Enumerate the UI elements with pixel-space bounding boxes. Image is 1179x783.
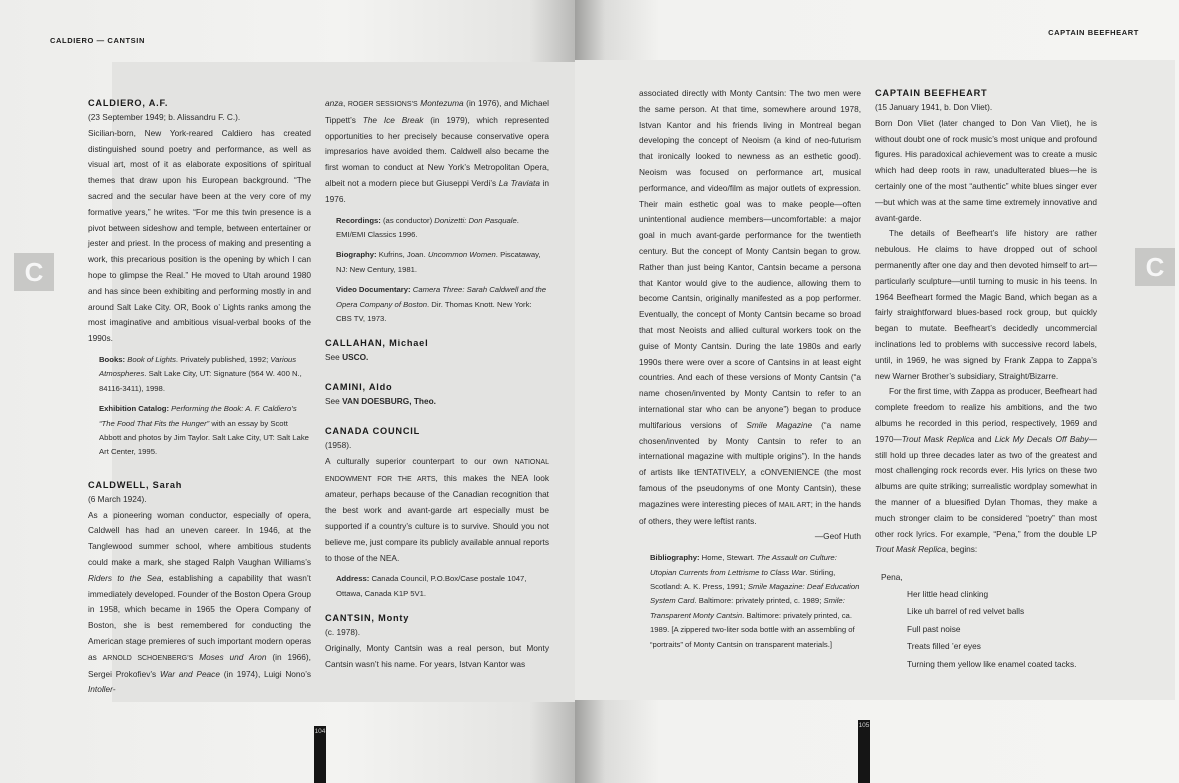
- books-reference: [99, 353, 311, 396]
- ref-text: . Privately published, 1992;: [175, 354, 271, 364]
- body-title: Lick My Decals Off Baby: [994, 433, 1089, 444]
- entry-heading: CAPTAIN BEEFHEART: [875, 88, 988, 98]
- page-number-right: 105: [858, 720, 870, 783]
- entry-body: [325, 454, 549, 567]
- ref-text: . Salt Lake City, UT: Signature (564 W. 400 N., 84116-3411), 1998.: [99, 369, 302, 393]
- see-label: See: [325, 396, 343, 407]
- ref-title: Camera Three: Sarah Caldwell and the Opera Company of Boston: [336, 285, 547, 309]
- body-smallcaps: ROGER SESSIONS’S: [347, 101, 418, 108]
- catalog-reference: [99, 402, 311, 460]
- poem-line: Her little head clinking: [907, 588, 989, 599]
- cross-reference: USCO.: [342, 352, 369, 363]
- body-text: and: [974, 433, 995, 444]
- right-column-1: [639, 86, 861, 662]
- body-text: —still hold up three decades later as two of the greatest and most challenging rock records ever. His lyrics on these two albums are quite striking; surrealistic wordplay somewhat in the manner of a bluesified Dylan Thomas, they make a much stronger claim to be considered “poetry” than most other rock lyrics. For example, “Pena,” from the double LP: [875, 433, 1097, 539]
- ref-label: Biography:: [336, 250, 377, 260]
- poem-line: Full past noise: [907, 623, 961, 634]
- body-smallcaps: ARNOLD SCHOENBERG’S: [102, 654, 194, 662]
- ref-title: Book of Lights: [125, 354, 176, 364]
- entry-heading: CALDIERO, A.F.: [88, 98, 169, 108]
- entry-heading: CANADA COUNCIL: [325, 426, 421, 437]
- see-reference: [325, 394, 549, 410]
- entry-heading: CALLAHAN, Michael: [325, 338, 429, 349]
- entry-body: [875, 384, 1097, 558]
- poem-lines: [875, 586, 1097, 674]
- entry-heading: CANTSIN, Monty: [325, 613, 410, 624]
- body-title: Intoller-: [88, 684, 116, 695]
- entry-body: Born Don Vliet (later changed to Don Van Vliet), he is without doubt one of rock music’s most unique and profound figures. His paradoxical achievement was to create a music which had deep roots in raw, unadulterated blues—he is certainly one of the most “authentic” white blues singer ever—but which was at the same time extremely innovative and avant-garde.: [875, 117, 1097, 223]
- entry-date: (c. 1978).: [325, 627, 361, 638]
- ref-text: . Baltimore: privately printed, c. 1989;: [694, 596, 824, 606]
- ref-text: with an essay by Scott Abbott and photos by Jim Taylor. Salt Lake City, UT: Salt Lake Art Center, 1995.: [99, 418, 309, 457]
- body-title: anza: [325, 98, 343, 108]
- ref-title: Performing the Book: A. F. Caldiero’s “The Food That Fits the Hunger”: [99, 404, 297, 428]
- entry-date: (1958).: [325, 440, 352, 451]
- running-head-right: CAPTAIN BEEFHEART: [1048, 28, 1139, 37]
- entry-references: [639, 551, 861, 652]
- ref-title: Smile Magazine: Deaf Education System Card: [650, 581, 860, 606]
- ref-title: Donizetti: Don Pasquale: [434, 215, 517, 225]
- entry-date: (15 January 1941, b. Don Vliet).: [875, 102, 993, 112]
- ref-label: Video Documentary:: [336, 285, 411, 295]
- body-text: in 1976.: [325, 177, 549, 204]
- entry-body: Originally, Monty Cantsin was a real person, but Monty Cantsin wasn’t his name. For years, Istvan Kantor was: [325, 643, 549, 669]
- entry-date: (6 March 1924).: [88, 493, 147, 504]
- body-title: Riders to the Sea: [88, 572, 162, 583]
- section-tab-right: C: [1135, 248, 1175, 286]
- entry-body: The details of Beefheart’s life history are rather nebulous. He claims to have dropped out of school permanently after one day and then devoted himself to art—particularly sculpture—until turning to music in his teens. In 1964 Beefheart formed the Magic Band, which began as a fairly straightforward blues-based rock group, but quickly began to mutate. Beefheart’s decidedly uncommercial inclinations led to problems with successive record labels, until, in 1969, he was signed by Frank Zappa to Zappa’s new Warner Brother’s subsidiary, Straight/Bizarre.: [875, 228, 1097, 381]
- ref-label: Recordings:: [336, 215, 381, 225]
- video-reference: [336, 283, 549, 326]
- ref-text: . Stirling, Scotland: A. K. Press, 1991;: [650, 567, 836, 591]
- body-text: ; in the hands of others, they were leftist rants.: [639, 498, 861, 526]
- right-page: [575, 0, 1179, 783]
- recordings-reference: [336, 214, 549, 243]
- running-head-left: CALDIERO — CANTSIN: [50, 36, 145, 45]
- left-page: [0, 0, 575, 783]
- ref-label: Exhibition Catalog:: [99, 404, 170, 414]
- ref-text: . Baltimore: privately printed, ca. 1989. [A zippered two-liter soda bottle with an assembling of “portraits” of Monty Cantsin on transparent materials.]: [650, 610, 855, 649]
- entry-body: Sicilian-born, New York-reared Caldiero has created distinguished sound poetry and performance, as well as visual art, most of it as elaborate expositions of spiritual themes that draw upon his European background. “The sacred and the secular have been at the very core of my formative years,” he writes. “For me this twin presence is a pivot between sideshow and temple, between entertainer or jester and priest. In the process of making and presenting a work, this precarious position is the opening by which I can hope to glimpse the Real.” He moved to Utah around 1980 and has since been exhibiting and performing mostly in and around Salt Lake City. OR, Book o’ Lights ranks among the most imaginative and ambitious visual-verbal books of the 1990s.: [88, 127, 311, 344]
- body-title: The Ice Break: [362, 114, 424, 125]
- body-title: Smile Magazine: [746, 419, 813, 430]
- body-title: Montezuma: [417, 98, 464, 108]
- cross-reference: VAN DOESBURG, Theo.: [342, 396, 436, 407]
- body-title: War and Peace: [159, 668, 220, 679]
- body-title: Moses und Aron: [193, 651, 267, 662]
- ref-text: Canada Council, P.O.Box/Case postale 1047, Ottawa, Canada K1P 5V1.: [336, 574, 527, 598]
- body-text: (in 1979), which represented opportunities to her precisely because conservative opera impresarios have avoided them. Caldwell also became the first woman to conduct at New York’s Metropolitan Opera, albeit not a modern piece but Giuseppi Verdi’s: [325, 114, 549, 188]
- biography-reference: [336, 248, 549, 277]
- body-text: (in 1974), Luigi Nono’s: [219, 668, 311, 679]
- section-tab-left: C: [14, 253, 54, 291]
- body-text: , this makes the NEA look amateur, perhaps because of the Canadian recognition that the best work and avant-garde art especially must be supported if a country’s culture is to survive. Should you not believe me, just compare its publicly available annual reports to those of the NEA.: [325, 472, 549, 563]
- entry-body: [639, 86, 861, 529]
- ref-title: The Assault on Culture: Utopian Currents from Lettrisme to Class War: [650, 553, 837, 577]
- entry-references: [88, 353, 311, 460]
- bibliography-reference: [650, 551, 861, 652]
- see-reference: [325, 350, 549, 366]
- body-text: ,: [343, 98, 348, 108]
- ref-label: Bibliography:: [650, 553, 700, 563]
- ref-title: Various Atmospheres: [99, 354, 297, 379]
- ref-title: Smile: Transparent Monty Cantsin: [650, 596, 845, 620]
- body-text: tENTATIVELY, a cONVENIENCE: [694, 467, 820, 478]
- body-title: Trout Mask Replica: [901, 433, 975, 444]
- address-reference: [336, 572, 549, 601]
- body-text: For the first time, with Zappa as producer, Beefheart had complete freedom to realize his ambitions, and the two albums he recorded in this period, respectively, 1969 and 1970—: [875, 386, 1097, 444]
- ref-text: Home, Stewart.: [699, 553, 757, 563]
- body-smallcaps: MAIL ART: [778, 501, 811, 509]
- body-text: (“a name chosen/invented by Monty Cantsin to refer to an international magazine with multiple origins”). In the hands of artists like: [639, 419, 861, 478]
- body-smallcaps: NATIONAL ENDOWMENT FOR THE ARTS: [325, 458, 549, 483]
- body-text: (the most famous of the pseudonyms of one Monty Cantsin), these magazines were interesting pieces of: [639, 467, 861, 509]
- ref-title: Uncommon Women: [427, 250, 496, 260]
- ref-text: . Piscataway, NJ: New Century, 1981.: [336, 250, 541, 274]
- body-title: Trout Mask Replica: [875, 544, 946, 555]
- ref-text: . EMI/EMI Classics 1996.: [336, 215, 519, 239]
- poem-line: Treats filled ’er eyes: [907, 641, 981, 652]
- ref-text: . Dir. Thomas Knott. New York: CBS TV, 1973.: [336, 299, 532, 324]
- body-title: La Traviata: [498, 177, 540, 188]
- poem-title: Pena,: [881, 572, 903, 583]
- body-text: , establishing a capability that wasn’t immediately developed. Founder of the Boston Opera Group in 1958, which became in 1965 the Opera Company of Boston, she is best remembered for conducting the American stage premieres of such important modern operas as: [88, 572, 311, 662]
- ref-text: Kufrins, Joan.: [376, 250, 428, 260]
- body-text: associated directly with Monty Cantsin: The two men were the same person. At that time, somewhere around 1978, Istvan Kantor and his friends living in Montreal began developing the concept of Neoism (a kind of neo-futurism that ironically looked to newness as an esthetic good). Neoism was focused on performance art, musical performance, and video/film as major outlets of expression. Their main esthetic goal was to make people—often unintentional audience members—uncomfortable: a major goal in much avant-garde performance for the twentieth century. But the concept of Monty Cantsin began to grow. Rather than just being Kantor, Cantsin became a persona that Kantor would give to the audience, allowing them to become Cantsin, originally manifested as a pop performer. Eventually, the concept of Monty Cantsin became so broad that most Neoists and allied cultural workers took on the guise of Monty Cantsin. During the late 1980s and early 1990s there were over a score of Cantsins in at least eight countries. And each of these versions of Monty Cantsin (“a name chosen/invented by Monty Cantsin to refer to an international star who can be anyone”) began to produce multifarious versions of: [639, 88, 861, 430]
- see-label: See: [325, 352, 343, 363]
- entry-heading: CALDWELL, Sarah: [88, 479, 183, 490]
- entry-body: [88, 508, 311, 699]
- body-text: , begins:: [945, 544, 978, 555]
- left-column-1: [88, 96, 311, 698]
- poem-line: Turning them yellow like enamel coated tacks.: [907, 658, 1077, 669]
- left-column-2: [325, 96, 549, 673]
- right-column-2: [875, 86, 1097, 673]
- ref-label: Address:: [336, 574, 370, 584]
- body-text: (in 1976), and Michael Tippett’s: [325, 98, 549, 125]
- body-text: As a pioneering woman conductor, especially of opera, Caldwell has had an uneven career. In 1946, at the Tanglewood summer school, where ambitious students could make a mark, she staged Ralph Vaughan Williams’s: [88, 509, 311, 567]
- body-text: (in 1966), Sergei Prokofiev’s: [88, 651, 311, 679]
- entry-date: (23 September 1949; b. Alissandru F. C.).: [88, 112, 241, 122]
- entry-heading: CAMINI, Aldo: [325, 382, 393, 393]
- ref-text: (as conductor): [380, 215, 435, 225]
- body-text: A culturally superior counterpart to our own: [325, 455, 515, 466]
- entry-references: [325, 572, 549, 601]
- poem-line: Like uh barrel of red velvet balls: [907, 606, 1025, 617]
- author-signature: —Geof Huth: [814, 531, 861, 542]
- entry-body: [325, 96, 549, 208]
- page-number-left: 104: [314, 726, 326, 783]
- ref-label: Books:: [99, 354, 126, 364]
- entry-references: [325, 214, 549, 327]
